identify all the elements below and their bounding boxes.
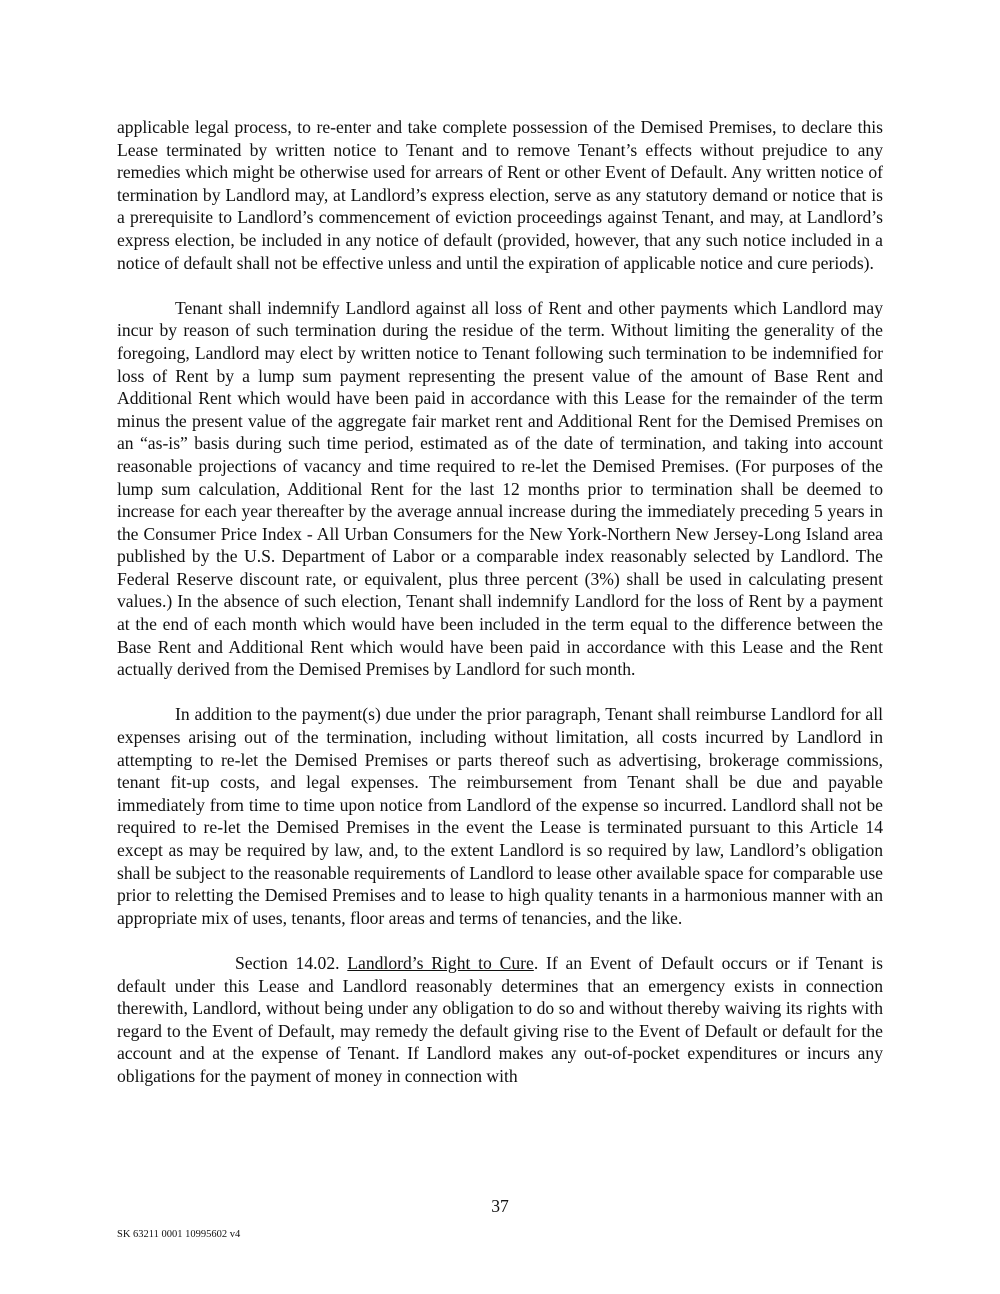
document-id: SK 63211 0001 10995602 v4 — [117, 1229, 241, 1240]
section-heading: Landlord’s Right to Cure — [347, 952, 534, 973]
paragraph-reimburse: In addition to the payment(s) due under the prior paragraph, Tenant shall reimburse Landlord for all expenses arising out of the termination, including without limitation, all costs incurred by Landlord in attempting to re-let the Demised Premises or parts thereof such as advertising, brokerage commissions, tenant fit-up costs, and legal expenses. The reimbursement from Tenant shall be due and payable immediately from time to time upon notice from Landlord of the expense so incurred. Landlord shall not be required to re-let the Demised Premises in the event the Lease is terminated pursuant to this Article 14 except as may be required by law, and, to the extent Landlord is so required by law, Landlord’s obligation shall be subject to the reasonable requirements of Landlord to lease other available space for comparable use prior to reletting the Demised Premises and to lease to high quality tenants in a harmonious manner with an appropriate mix of uses, tenants, floor areas and terms of tenancies, and the like. — [117, 704, 883, 928]
paragraph-indemnify: Tenant shall indemnify Landlord against all loss of Rent and other payments which Landlord may incur by reason of such termination during the residue of the term. Without limiting the generality of the foregoing, Landlord may elect by written notice to Tenant following such termination to be indemnified for loss of Rent by a lump sum payment representing the present value of the amount of Base Rent and Additional Rent which would have been paid in accordance with this Lease for the remainder of the term minus the present value of the aggregate fair market rent and Additional Rent for the Demised Premises on an “as-is” basis during such time period, estimated as of the date of termination, and taking into account reasonable projections of vacancy and time required to re-let the Demised Premises. (For purposes of the lump sum calculation, Additional Rent for the last 12 months prior to termination shall be deemed to increase for each year thereafter by the average annual increase during the immediately preceding 5 years in the Consumer Price Index - All Urban Consumers for the New York-Northern New Jersey-Long Island area published by the U.S. Department of Labor or a comparable index reasonably selected by Landlord. The Federal Reserve discount rate, or equivalent, plus three percent (3%) shall be used in calculating present values.) In the absence of such election, Tenant shall indemnify Landlord for the loss of Rent by a payment at the end of each month which would have been included in the term equal to the difference between the Base Rent and Additional Rent which would have been paid in accordance with this Lease and the Rent actually derived from the Demised Premises by Landlord for such month. — [117, 297, 883, 680]
section-number: Section 14.02. — [235, 952, 340, 973]
paragraph-continuation: applicable legal process, to re-enter and take complete possession of the Demised Premises, to declare this Lease terminated by written notice to Tenant and to remove Tenant’s effects without prejudice to any remedies which might be otherwise used for arrears of Rent or other Event of Default. Any written notice of termination by Landlord may, at Landlord’s express election, serve as any statutory demand or notice that is a prerequisite to Landlord’s commencement of eviction proceedings against Tenant, and may, at Landlord’s express election, be included in any notice of default (provided, however, that any such notice included in a notice of default shall not be effective unless and until the expiration of applicable notice and cure periods). — [117, 117, 883, 273]
page-number: 37 — [491, 1196, 509, 1216]
section-14-02 — [117, 952, 883, 1088]
section-body: . If an Event of Default occurs or if Tenant is default under this Lease and Landlord reasonably determines that an emergency exists in connection therewith, Landlord, without being under any obligation to do so and without thereby waiving its rights with regard to the Event of Default, may remedy the default giving rise to the Event of Default or default for the account and at the expense of Tenant. If Landlord makes any out-of-pocket expenditures or incurs any obligations for the payment of money in connection with — [117, 952, 883, 1086]
document-body — [117, 116, 883, 1110]
